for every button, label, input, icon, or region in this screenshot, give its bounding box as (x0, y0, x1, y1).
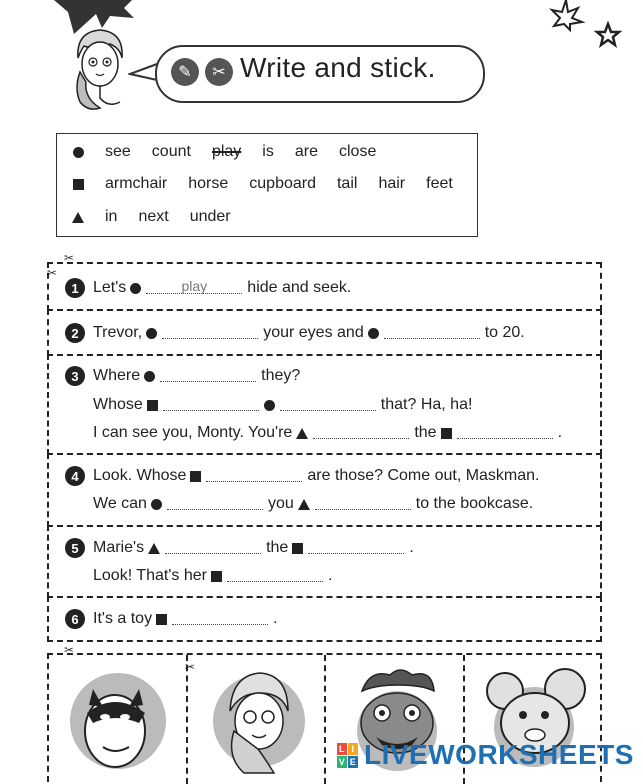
scissors-icon: ✂ (64, 643, 75, 657)
word: hair (378, 175, 406, 192)
circle-icon (151, 499, 162, 510)
exercise-number: 2 (65, 323, 85, 343)
exercise-line: 3 Where they? (65, 364, 302, 388)
exercise-6 (47, 596, 602, 642)
triangle-icon (148, 543, 160, 554)
word: in (105, 208, 118, 225)
word: cupboard (249, 175, 316, 192)
word: horse (188, 175, 229, 192)
scissors-icon: ✂ (205, 58, 233, 86)
answer-field[interactable] (162, 324, 258, 339)
circle-icon (130, 283, 141, 294)
word: close (338, 143, 377, 160)
exercise-3 (47, 354, 602, 455)
exercise-line: 4 Look. Whose are those? Come out, Maskman. (65, 464, 542, 488)
square-icon (292, 543, 303, 554)
word: armchair (105, 175, 168, 192)
exercise-5 (47, 525, 602, 598)
liveworksheets-watermark (337, 739, 634, 771)
circle-icon (144, 371, 155, 382)
square-icon (211, 571, 222, 582)
answer-field[interactable] (315, 495, 411, 510)
pencil-icon: ✎ (171, 58, 199, 86)
triangle-icon (296, 428, 308, 439)
scissors-icon: ✂ (47, 266, 58, 280)
word-struck: play (211, 143, 242, 160)
exercise-line: I can see you, Monty. You're the . (93, 424, 563, 441)
answer-field[interactable] (308, 539, 404, 554)
word-bank (56, 133, 478, 237)
square-icon (190, 471, 201, 482)
word: under (189, 208, 231, 225)
answer-field[interactable] (163, 396, 259, 411)
exercise-number: 6 (65, 609, 85, 629)
maskman-sticker[interactable] (63, 661, 173, 779)
answer-field[interactable] (172, 610, 268, 625)
word: count (151, 143, 191, 160)
answer-field[interactable] (280, 396, 376, 411)
circle-icon (368, 328, 379, 339)
circle-icon (146, 328, 157, 339)
scissors-icon: ✂ (185, 660, 196, 674)
word: are (294, 143, 318, 160)
exercise-line: 6 It's a toy . (65, 607, 280, 631)
marie-character-illustration (70, 28, 132, 114)
square-icon (441, 428, 452, 439)
scissors-icon: ✂ (64, 251, 75, 265)
exercise-line: 5 Marie's the . (65, 536, 416, 560)
word: feet (426, 175, 453, 192)
answer-field[interactable] (165, 539, 261, 554)
answer-field[interactable] (167, 495, 263, 510)
exercise-line: We can you to the bookcase. (93, 495, 534, 512)
answer-field[interactable] (227, 567, 323, 582)
square-icon (156, 614, 167, 625)
answer-field[interactable]: play (146, 279, 242, 294)
stars-decoration (548, 0, 628, 50)
answer-field[interactable] (160, 367, 256, 382)
word: see (105, 143, 131, 160)
marie-sticker[interactable] (204, 661, 314, 779)
answer-field[interactable] (384, 324, 480, 339)
triangle-icon (69, 212, 87, 223)
circle-icon (69, 147, 87, 158)
word-row-nouns (69, 172, 474, 196)
word: tail (336, 175, 358, 192)
exercise-number: 4 (65, 466, 85, 486)
exercise-2 (47, 309, 602, 356)
exercise-number: 1 (65, 278, 85, 298)
word-row-prepositions (69, 205, 252, 229)
exercise-line: 2 Trevor, your eyes and to 20. (65, 321, 527, 345)
answer-field[interactable] (457, 424, 553, 439)
liveworksheets-logo-icon: L I V E (338, 743, 357, 767)
exercise-4 (47, 453, 602, 527)
exercise-line: Look! That's her . (93, 567, 333, 584)
word-row-verbs (69, 140, 397, 164)
answer-field[interactable] (313, 424, 409, 439)
word: is (262, 143, 274, 160)
triangle-icon (298, 499, 310, 510)
word: next (138, 208, 169, 225)
page-title: Write and stick. (240, 52, 436, 83)
square-icon (69, 179, 87, 190)
answer-field[interactable] (206, 467, 302, 482)
square-icon (147, 400, 158, 411)
circle-icon (264, 400, 275, 411)
watermark-text: LIVEWORKSHEETS (364, 739, 634, 770)
exercise-1 (47, 262, 602, 311)
exercise-line: 1 Let's play hide and seek. (65, 276, 353, 300)
exercise-number: 3 (65, 366, 85, 386)
exercise-number: 5 (65, 538, 85, 558)
exercise-line: Whose that? Ha, ha! (93, 396, 473, 413)
